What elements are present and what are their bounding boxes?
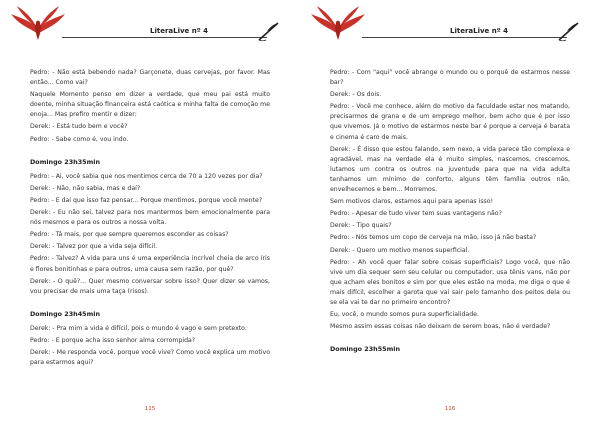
paragraph: Derek: - Está tudo bem e você? <box>30 123 128 131</box>
paragraph: Derek: - Talvez por que a vida seja difícil. <box>30 243 158 251</box>
paragraph: Derek: - Pra mim a vida é difícil, pois o mundo é vago e sem pretexto. <box>30 324 247 332</box>
header-title: LiteraLive nº 4 <box>450 27 508 35</box>
page-number: 116 <box>444 406 456 412</box>
paragraph: Pedro: - Não está bebendo nada? Garçonete, duas cervejas, por favor. Mas então... Como vai? <box>30 69 270 87</box>
section-heading: Domingo 23h45min <box>30 309 101 318</box>
right-page <box>300 0 600 424</box>
header-rule <box>62 37 267 38</box>
paragraph: Derek: - É disso que estou falando, sem nexo, a vida parece tão complexa e agradável, mas na verdade ela é muito simples, nascemos, crescemos, lutamos um contra os outros na juventude para que na vida adulta tenhamos um mínimo de conforto, alguns têm família outros não, envelhecemos e bem... Morremos. <box>330 145 570 194</box>
section-heading: Domingo 23h35min <box>30 157 101 166</box>
quill-pen-icon <box>256 20 282 42</box>
page-number: 115 <box>144 406 156 412</box>
paragraph: Pedro: - Com "aqui" você abrange o mundo ou o porquê de estarmos nesse bar? <box>330 69 570 87</box>
right-page-text <box>330 68 570 359</box>
paragraph: Derek: - Não, não sabia, mas e daí? <box>30 184 141 192</box>
paragraph: Sem motivos claros, estamos aqui para apenas isso! <box>330 198 494 206</box>
paragraph: Derek: - Me responda você, porque você vive? Como você explica um motivo para estarmos aqui? <box>30 349 270 367</box>
paragraph: Derek: - O quê?... Quer mesmo conversar sobre isso? Quer dizer se vamos, vou precisar de mais uma taça (risos). <box>30 277 270 295</box>
paragraph: Pedro: - Apesar de tudo viver tem suas vantagens não? <box>330 210 502 218</box>
paragraph: Pedro: - Talvez? A vida para uns é uma experiência incrível cheia de arco íris e flores bonitinhas e para outros, uma causa sem razão, por quê? <box>30 255 270 273</box>
header-rule <box>362 37 567 38</box>
paragraph: Pedro: - Ah você quer falar sobre coisas superficiais? Logo você, que não vive um dia sequer sem seu celular ou computador, usa tênis vans, não por que acham eles bonitos e sim por que eles estão na moda, me diga o que é mais difícil, escolher a garota que vai sair pelo tamanho dos peitos dela ou se ela vai te dar no primeiro encontro? <box>330 258 570 306</box>
paragraph: Pedro: - Tá mais, por que sempre queremos esconder as coisas? <box>30 231 229 239</box>
phoenix-logo-icon <box>8 4 68 42</box>
paragraph: Pedro: - E daí que isso faz pensar... Porque mentimos, porque você mente? <box>30 196 263 204</box>
paragraph: Pedro: - Ai, você sabia que nos mentimos cerca de 70 a 120 vezes por dia? <box>30 172 263 180</box>
left-page-text <box>30 68 270 370</box>
phoenix-logo-icon <box>308 4 368 42</box>
paragraph: Mesmo assim essas coisas não deixam de serem boas, não é verdade? <box>330 323 551 331</box>
paragraph: Derek: - Quero um motivo menos superficial. <box>330 246 470 254</box>
paragraph: Eu, você, o mundo somos pura superficialidade. <box>330 311 479 319</box>
paragraph: Pedro: - Sabe como é, vou indo. <box>30 135 129 143</box>
paragraph: Naquele Momento penso em dizer a verdade, que meu pai está muito doente, minha situação financeira está caótica e minha falta de comoção me enoja... Mas prefiro mentir e dizer: <box>30 91 270 119</box>
paragraph: Derek: - Os dois. <box>330 91 382 99</box>
paragraph: Derek: - Eu não sei, talvez para nos mantermos bem emocionalmente para nós mesmos e para os outros a nossa volta. <box>30 209 270 227</box>
paragraph: Pedro: - E porque acha isso senhor alma corrompida? <box>30 336 196 344</box>
paragraph: Derek: - Tipo quais? <box>330 222 392 230</box>
paragraph: Pedro: - Você me conhece, além do motivo da faculdade estar nos matando, precisarmos de grana e de um emprego melhor, bem acho que é por isso que vivemos. Já o motivo de estarmos neste bar é porque a cerveja é barata e cinema é caro de mais. <box>330 103 570 141</box>
paragraph: Pedro: - Nós temos um copo de cerveja na mão, isso já não basta? <box>330 234 537 242</box>
quill-pen-icon <box>556 20 582 42</box>
section-heading: Domingo 23h55min <box>330 345 401 354</box>
header-title: LiteraLive nº 4 <box>150 27 208 35</box>
